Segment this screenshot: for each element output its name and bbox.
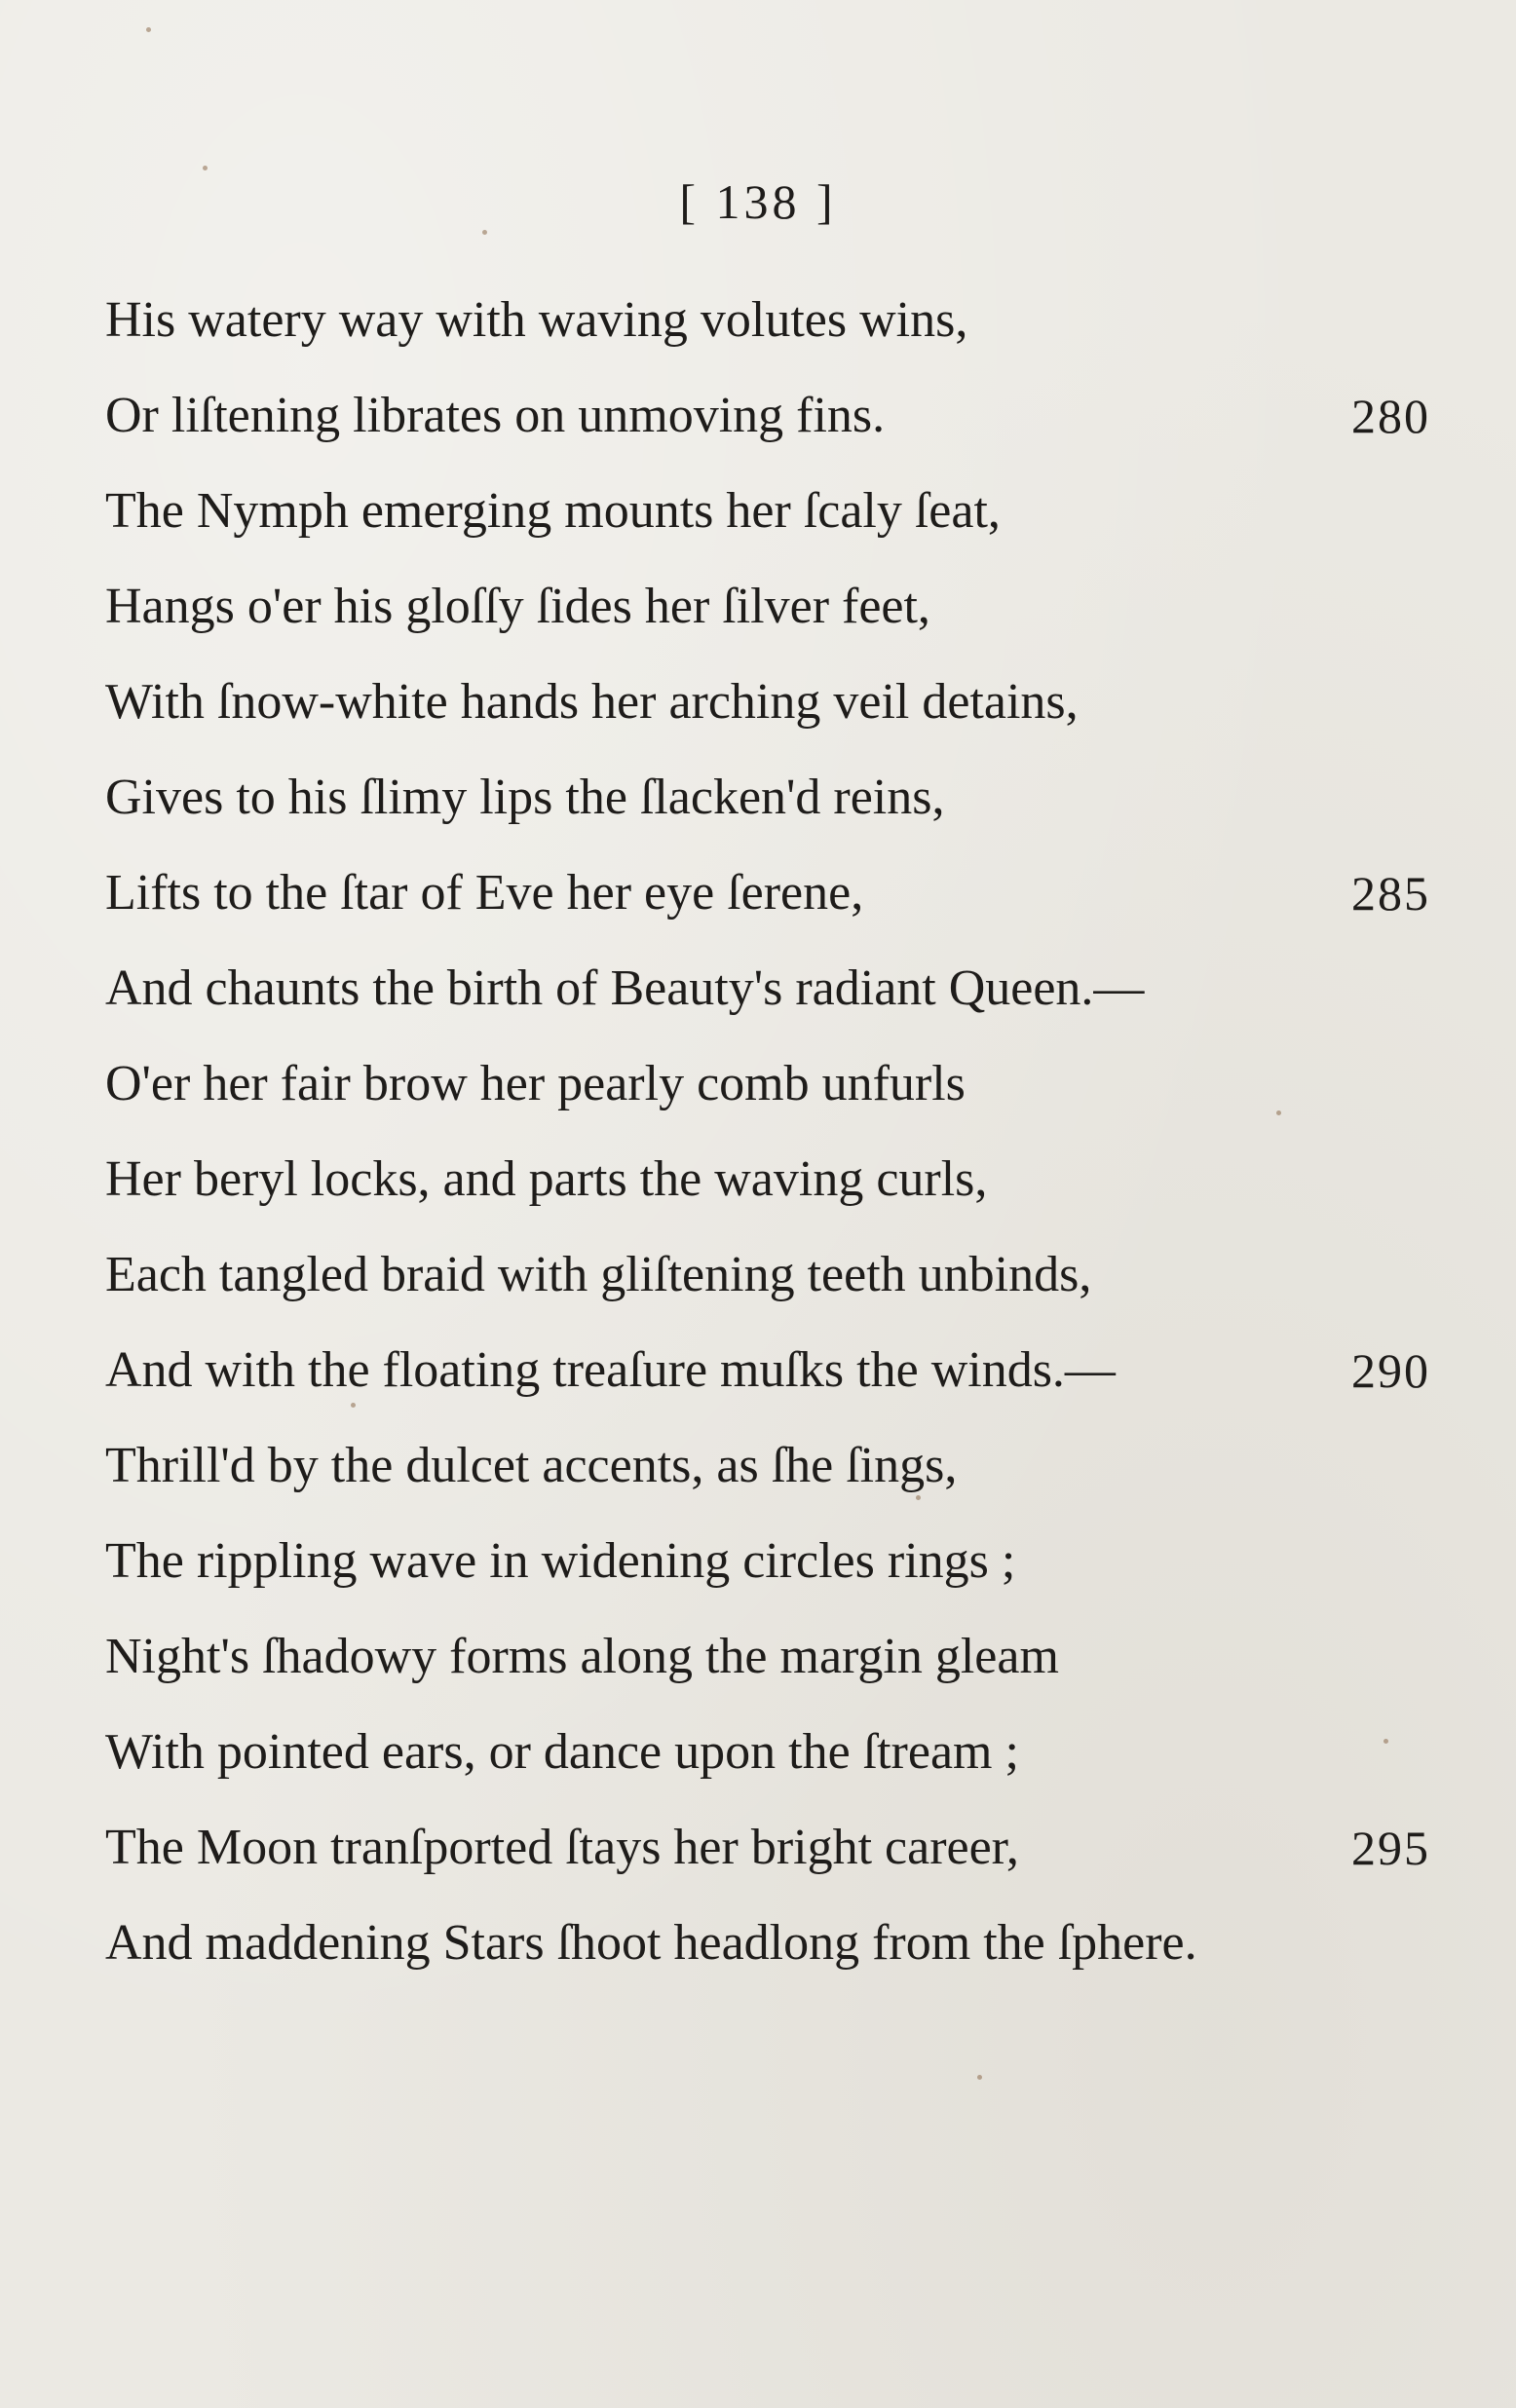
poem-line-text: And chaunts the birth of Beauty's radiant Queen.— xyxy=(105,960,1145,1016)
poem-line-text: Lifts to the ſtar of Eve her eye ſerene, xyxy=(105,865,864,921)
poem-line-text: With ſnow-white hands her arching veil detains, xyxy=(105,674,1079,730)
poem-line-text: Each tangled braid with gliſtening teeth unbinds, xyxy=(105,1247,1092,1302)
line-number: 280 xyxy=(1351,389,1430,443)
poem-line xyxy=(105,846,1430,941)
poem-line xyxy=(105,1609,1430,1705)
poem-line xyxy=(105,1227,1430,1323)
poem-line-text: O'er her fair brow her pearly comb unfurls xyxy=(105,1056,966,1111)
poem-line-text: The Moon tranſported ſtays her bright career, xyxy=(105,1820,1019,1875)
poem-line-text: With pointed ears, or dance upon the ſtream ; xyxy=(105,1724,1019,1780)
poem-line-text: His watery way with waving volutes wins, xyxy=(105,292,968,348)
poem-line xyxy=(105,1800,1430,1896)
poem-line xyxy=(105,273,1430,368)
poem-line xyxy=(105,941,1430,1036)
poem-line xyxy=(105,1132,1430,1227)
poem-line-text: Gives to his ſlimy lips the ſlacken'd reins, xyxy=(105,770,945,825)
poem-line xyxy=(105,750,1430,846)
paper-speck xyxy=(977,2075,982,2080)
poem-line-text: Her beryl locks, and parts the waving curls, xyxy=(105,1151,988,1207)
paper-speck xyxy=(482,230,487,235)
poem-line-text: The Nymph emerging mounts her ſcaly ſeat, xyxy=(105,483,1001,539)
paper-speck xyxy=(203,166,208,170)
poem-text xyxy=(105,273,1430,1991)
poem-line-text: The rippling wave in widening circles rings ; xyxy=(105,1533,1016,1589)
line-number: 295 xyxy=(1351,1821,1430,1875)
poem-line xyxy=(105,655,1430,750)
poem-line-text: And with the floating treaſure muſks the winds.— xyxy=(105,1342,1116,1398)
poem-line xyxy=(105,1705,1430,1800)
poem-line xyxy=(105,559,1430,655)
poem-line-text: Night's ſhadowy forms along the margin gleam xyxy=(105,1629,1059,1684)
paper-speck xyxy=(146,27,151,32)
poem-line xyxy=(105,1036,1430,1132)
poem-line xyxy=(105,1418,1430,1514)
line-number: 285 xyxy=(1351,866,1430,921)
poem-line-text: Or liſtening librates on unmoving fins. xyxy=(105,388,886,443)
poem-line xyxy=(105,368,1430,464)
poem-line-text: And maddening Stars ſhoot headlong from the ſphere. xyxy=(105,1915,1197,1971)
poem-line xyxy=(105,464,1430,559)
poem-line xyxy=(105,1896,1430,1991)
poem-line xyxy=(105,1323,1430,1418)
poem-line-text: Thrill'd by the dulcet accents, as ſhe ſings, xyxy=(105,1438,958,1493)
poem-line-text: Hangs o'er his gloſſy ſides her ſilver feet, xyxy=(105,579,930,634)
poem-line xyxy=(105,1514,1430,1609)
line-number: 290 xyxy=(1351,1343,1430,1398)
page-number: [ 138 ] xyxy=(679,174,837,229)
